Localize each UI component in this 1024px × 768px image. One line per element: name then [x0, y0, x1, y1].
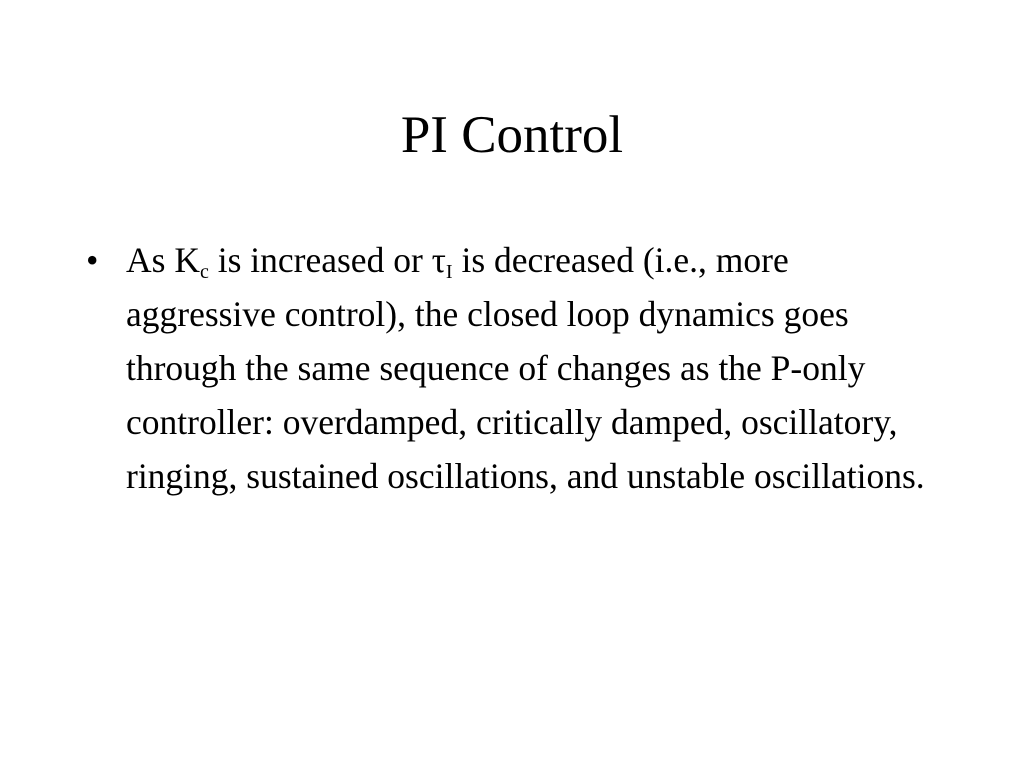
bullet-item — [86, 233, 936, 503]
bullet-list — [86, 233, 936, 503]
tau-symbol: τ — [431, 240, 446, 280]
bullet-subscript-i: I — [445, 261, 453, 283]
bullet-text-part2: is increased or — [208, 240, 432, 280]
bullet-text-part3: is decreased (i.e., more aggressive control), the closed loop dynamics goes through the same sequence of changes as the P-only controller: overdamped, critically damped, oscillatory, ringing, sustained oscillations, and unstable oscillations. — [126, 240, 925, 496]
bullet-text-part1: As K — [126, 240, 200, 280]
bullet-subscript-c: c — [199, 261, 209, 283]
bullet-marker: • — [86, 240, 99, 280]
slide-title: PI Control — [400, 106, 624, 164]
bullet-text — [126, 240, 925, 496]
